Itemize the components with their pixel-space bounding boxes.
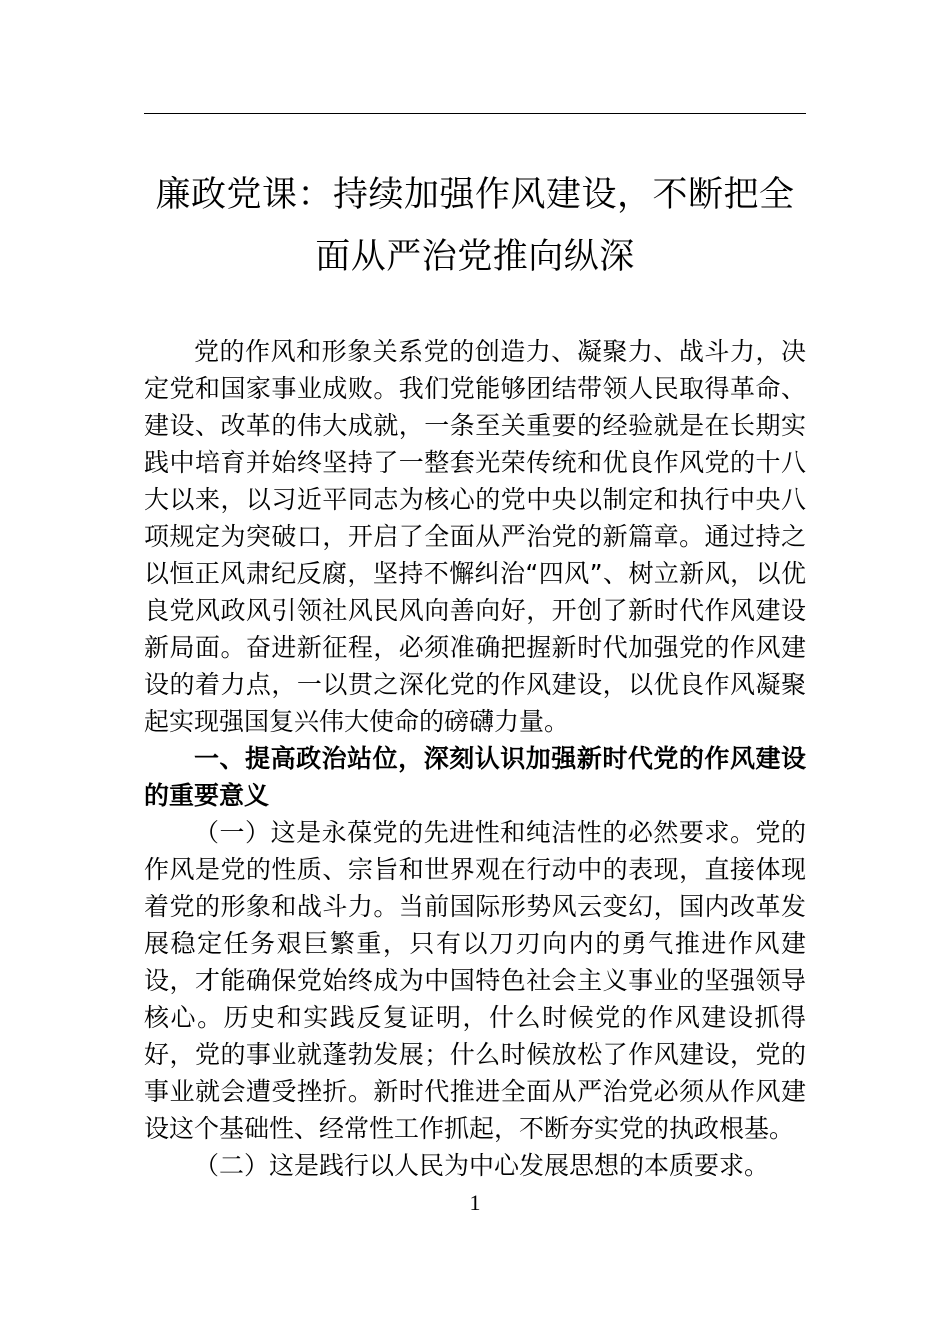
document-body xyxy=(144,333,806,1184)
page-number: 1 xyxy=(469,1190,481,1215)
section-heading-1: 一、提高政治站位，深刻认识加强新时代党的作风建设的重要意义 xyxy=(144,744,806,810)
subsection-paragraph-2: （二）这是践行以人民为中心发展思想的本质要求。 xyxy=(194,1151,770,1180)
header-rule xyxy=(144,113,806,114)
title-line-1: 廉政党课：持续加强作风建设，不断把全 xyxy=(155,175,795,215)
subsection-paragraph-1: （一）这是永葆党的先进性和纯洁性的必然要求。党的作风是党的性质、宗旨和世界观在行动中的表现，直接体现着党的形象和战斗力。当前国际形势风云变幻，国内改革发展稳定任务艰巨繁重，只有以刀刃向内的勇气推进作风建设，才能确保党始终成为中国特色社会主义事业的坚强领导核心。历史和实践反复证明，什么时候党的作风建设抓得好，党的事业就蓬勃发展；什么时候放松了作风建设，党的事业就会遭受挫折。新时代推进全面从严治党必须从作风建设这个基础性、经常性工作抓起，不断夯实党的执政根基。 xyxy=(144,818,806,1143)
document-title xyxy=(144,164,806,288)
intro-paragraph: 党的作风和形象关系党的创造力、凝聚力、战斗力，决定党和国家事业成败。我们党能够团结带领人民取得革命、建设、改革的伟大成就，一条至关重要的经验就是在长期实践中培育并始终坚持了一整套光荣传统和优良作风党的十八大以来，以习近平同志为核心的党中央以制定和执行中央八项规定为突破口，开启了全面从严治党的新篇章。通过持之以恒正风肃纪反腐，坚持不懈纠治“四风”、树立新风，以优良党风政风引领社风民风向善向好，开创了新时代作风建设新局面。奋进新征程，必须准确把握新时代加强党的作风建设的着力点，一以贯之深化党的作风建设，以优良作风凝聚起实现强国复兴伟大使命的磅礴力量。 xyxy=(144,337,806,736)
title-line-2: 面从严治党推向纵深 xyxy=(315,237,635,277)
